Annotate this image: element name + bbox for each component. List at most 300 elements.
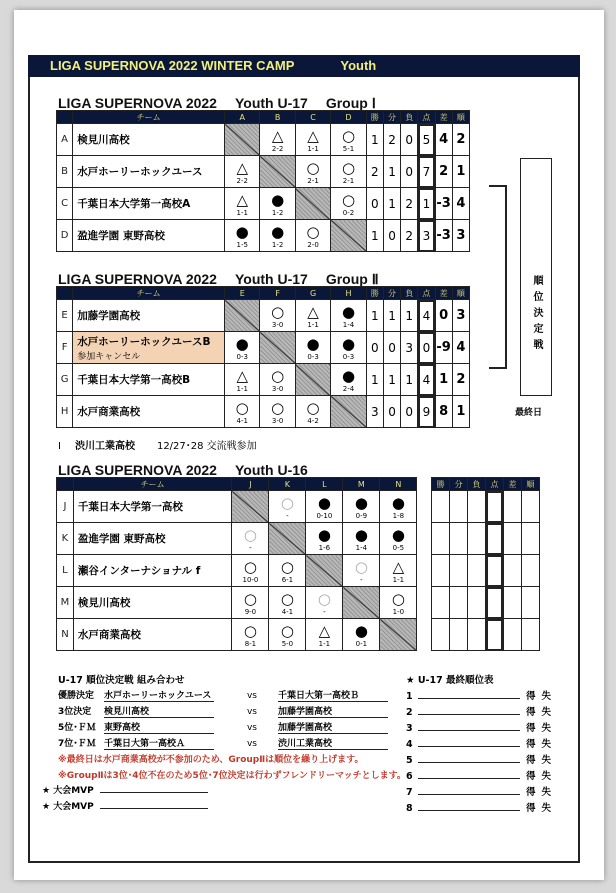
stat-cell: 0: [401, 396, 418, 428]
result-score: 0-3: [342, 353, 355, 361]
result-cell: [343, 523, 380, 555]
result-cell: [343, 555, 380, 587]
table-row: [57, 587, 540, 619]
col-header: L: [306, 478, 343, 491]
stat-cell: [450, 523, 468, 555]
team-name: [73, 491, 232, 523]
match-team-2: 加藤学園高校: [278, 720, 388, 734]
stat-cell: 1: [366, 364, 383, 396]
group2-extra-team: [58, 437, 257, 452]
team-name: [73, 587, 232, 619]
extra-team-id: I: [58, 441, 61, 452]
stat-cell: 0: [401, 124, 418, 156]
result-mark: ○: [306, 223, 320, 241]
result-score: -: [249, 544, 252, 552]
stat-cell: -3: [435, 220, 452, 252]
result-mark: △: [236, 191, 248, 209]
result-score: 2-0: [307, 241, 319, 249]
result-score: 3-0: [271, 417, 284, 425]
team-name: [73, 619, 232, 651]
stat-header: 順: [452, 111, 469, 124]
note-2: ※GroupⅡは3位･4位不在のため5位･7位決定は行わずフレンドリーマッチとします。: [58, 771, 406, 781]
stat-cell: 1: [383, 364, 400, 396]
result-score: 1-1: [307, 321, 319, 329]
result-mark: ●: [354, 526, 368, 544]
rank-number: 7: [406, 787, 413, 798]
star-icon: ★: [42, 802, 51, 812]
result-cell: [331, 300, 366, 332]
playoff-match: [58, 688, 388, 702]
table-row: [57, 332, 470, 364]
result-cell: [260, 364, 295, 396]
result-score: 0-5: [392, 544, 405, 552]
row-id: N: [57, 619, 74, 651]
result-cell: [225, 188, 260, 220]
result-mark: ●: [271, 223, 285, 241]
team-name: [73, 188, 225, 220]
col-header: A: [225, 111, 260, 124]
row-id: A: [57, 124, 73, 156]
group1-title-group: Group Ⅰ: [325, 95, 376, 111]
goals-for-label: 得: [526, 723, 536, 734]
team-name-text: 千葉日本大学第一高校: [77, 501, 183, 513]
result-score: 1-6: [318, 544, 331, 552]
lastday-label: 最終日: [515, 408, 543, 418]
goals-for-label: 得: [526, 803, 536, 814]
result-cell: [306, 491, 343, 523]
result-mark: △: [271, 127, 284, 145]
stat-cell: 3: [366, 396, 383, 428]
self-match-cell: [225, 300, 260, 332]
self-match-cell: [331, 220, 366, 252]
stat-cell: 7: [418, 156, 435, 188]
result-cell: [343, 491, 380, 523]
stat-cell: 3: [418, 220, 435, 252]
result-score: 5-0: [281, 640, 294, 648]
stat-cell: 1: [366, 124, 383, 156]
match-vs: vs: [246, 723, 257, 733]
mvp-row-1: [42, 783, 208, 796]
result-cell: [225, 364, 260, 396]
match-vs: vs: [246, 691, 257, 701]
result-score: 1-5: [236, 241, 248, 249]
result-mark: ○: [235, 399, 249, 417]
stat-cell: [432, 619, 450, 651]
result-cell: [380, 555, 417, 587]
stat-cell: [521, 555, 539, 587]
rank-number: 3: [406, 723, 413, 734]
result-cell: [260, 300, 295, 332]
group3-title: [58, 462, 326, 478]
col-header: B: [260, 111, 295, 124]
final-rank-row: [406, 736, 551, 750]
goals-against-label: 失: [541, 723, 552, 734]
result-cell: [295, 156, 330, 188]
goals-against-label: 失: [541, 739, 552, 750]
stat-cell: [432, 555, 450, 587]
stat-cell: [432, 523, 450, 555]
result-cell: [225, 156, 260, 188]
rank-line: [418, 769, 520, 779]
result-mark: ○: [306, 159, 320, 177]
stat-cell: 3: [452, 220, 469, 252]
result-cell: [306, 523, 343, 555]
col-header: N: [380, 478, 417, 491]
match-label: 5位･ＦＭ: [58, 723, 96, 733]
result-mark: ●: [341, 367, 356, 385]
stat-cell: 4: [452, 332, 469, 364]
result-score: 2-4: [342, 385, 355, 393]
match-label: 優勝決定: [58, 691, 95, 701]
goals-against-label: 失: [541, 707, 552, 718]
stat-cell: [468, 619, 486, 651]
group3-title-category: Youth U-16: [234, 462, 308, 478]
result-score: 1-2: [271, 241, 284, 249]
team-name: [73, 332, 225, 364]
row-id: E: [57, 300, 73, 332]
stat-cell: 5: [418, 124, 435, 156]
result-mark: ○: [391, 590, 405, 608]
stat-cell: 2: [401, 220, 418, 252]
result-mark: ○: [280, 494, 294, 512]
team-name: [73, 523, 232, 555]
final-rank-row: [406, 720, 551, 734]
result-mark: ○: [317, 590, 331, 608]
rank-number: 5: [406, 755, 413, 766]
result-cell: [225, 332, 260, 364]
result-score: -: [360, 576, 363, 584]
note-1: ※最終日は水戸商業高校が不参加のため、GroupⅡは順位を繰り上げます。: [58, 755, 364, 765]
stat-cell: [468, 491, 486, 523]
stat-cell: 1: [401, 300, 418, 332]
stat-header: 点: [418, 287, 435, 300]
table-header: [57, 478, 540, 491]
stat-cell: 1: [418, 188, 435, 220]
result-mark: ●: [391, 526, 405, 544]
row-id: B: [57, 156, 73, 188]
result-mark: ○: [271, 367, 285, 385]
result-mark: ●: [317, 494, 331, 512]
result-cell: [343, 619, 380, 651]
stat-cell: 0: [383, 396, 400, 428]
table-header: [57, 287, 470, 300]
team-name: [73, 124, 225, 156]
result-cell: [331, 364, 366, 396]
result-mark: ●: [341, 303, 356, 321]
group1-title-category: Youth U-17: [234, 95, 308, 111]
team-name-text: 千葉日本大学第一高校B: [77, 374, 191, 386]
playoff-match: [58, 736, 388, 750]
result-cell: [232, 619, 269, 651]
stat-cell: 2: [435, 156, 452, 188]
result-cell: [225, 220, 260, 252]
team-name-text: 千葉日本大学第一高校A: [77, 198, 191, 210]
stat-cell: 4: [418, 300, 435, 332]
result-score: 0-10: [316, 512, 333, 520]
team-name: [73, 396, 225, 428]
result-score: 2-1: [342, 177, 355, 185]
row-id: D: [57, 220, 73, 252]
self-match-cell: [295, 364, 330, 396]
result-score: 2-1: [307, 177, 319, 185]
table-row: [57, 555, 540, 587]
self-match-cell: [331, 396, 366, 428]
match-team-2: 加藤学園高校: [278, 704, 388, 718]
team-header: チーム: [73, 111, 225, 124]
mvp-line: [100, 783, 208, 793]
table-row: [57, 124, 470, 156]
result-score: 0-3: [236, 353, 248, 361]
team-name: [73, 555, 232, 587]
result-mark: △: [307, 303, 319, 321]
result-cell: [269, 619, 306, 651]
banner-youth: Youth: [340, 58, 377, 73]
playoff-match: [58, 704, 388, 718]
stat-cell: [468, 587, 486, 619]
result-mark: ●: [306, 335, 320, 353]
match-vs: vs: [246, 707, 257, 717]
rank-line: [418, 737, 520, 747]
result-score: 1-2: [271, 209, 284, 217]
final-rank-row: [406, 688, 551, 702]
self-match-cell: [260, 332, 295, 364]
stat-cell: 3: [401, 332, 418, 364]
stat-cell: [450, 491, 468, 523]
group2-title-group: Group Ⅱ: [325, 271, 379, 287]
result-cell: [295, 300, 330, 332]
playoff-label: 順位決定戦: [520, 158, 552, 396]
goals-for-label: 得: [526, 707, 536, 718]
stat-header: 負: [468, 478, 486, 491]
result-mark: ○: [341, 127, 356, 145]
result-cell: [269, 587, 306, 619]
col-header: K: [269, 478, 306, 491]
result-mark: ●: [317, 526, 331, 544]
self-match-cell: [269, 523, 306, 555]
rank-number: 2: [406, 707, 413, 718]
result-cell: [306, 619, 343, 651]
result-score: 2-2: [236, 177, 248, 185]
row-id: F: [57, 332, 73, 364]
col-header: D: [331, 111, 366, 124]
stat-cell: 3: [452, 300, 469, 332]
table-header: [57, 111, 470, 124]
result-cell: [269, 555, 306, 587]
extra-team-note: 12/27･28 交流戦参加: [156, 441, 257, 452]
stat-cell: [486, 587, 504, 619]
match-team-1: 東野高校: [104, 720, 214, 734]
playoffs-title: [58, 672, 185, 686]
stat-cell: 2: [383, 124, 400, 156]
goals-against-label: 失: [541, 787, 552, 798]
match-team-2: 渋川工業高校: [278, 736, 388, 750]
stat-cell: 1: [366, 300, 383, 332]
result-cell: [260, 124, 295, 156]
col-header: J: [232, 478, 269, 491]
final-rank-title-text: ★ U-17 最終順位表: [406, 675, 494, 686]
stat-header: 分: [450, 478, 468, 491]
result-score: 0-1: [355, 640, 368, 648]
playoff-bracket: [489, 185, 507, 369]
result-cell: [295, 220, 330, 252]
row-id: J: [57, 491, 74, 523]
stat-cell: 4: [452, 188, 469, 220]
stat-cell: 1: [452, 396, 469, 428]
stat-header: 分: [383, 287, 400, 300]
final-rank-row: [406, 800, 551, 814]
stat-cell: 1: [452, 156, 469, 188]
match-label: 3位決定: [58, 707, 92, 717]
stat-cell: 1: [383, 188, 400, 220]
result-score: 1-1: [236, 209, 248, 217]
stat-cell: 2: [452, 124, 469, 156]
group2-table: [56, 286, 470, 428]
result-mark: ○: [341, 159, 356, 177]
team-header: チーム: [73, 287, 225, 300]
result-score: 3-0: [271, 321, 284, 329]
result-mark: ○: [243, 526, 257, 544]
team-note: 参加キャンセル: [77, 351, 141, 362]
goals-for-label: 得: [526, 771, 536, 782]
col-header: C: [295, 111, 330, 124]
result-score: 5-1: [342, 145, 355, 153]
result-cell: [380, 523, 417, 555]
team-name-text: 盈進学園 東野高校: [77, 230, 165, 242]
result-mark: ●: [341, 335, 356, 353]
stat-cell: [450, 587, 468, 619]
result-score: 8-1: [244, 640, 257, 648]
self-match-cell: [260, 156, 295, 188]
team-name-text: 盈進学園 東野高校: [77, 533, 166, 545]
stat-cell: [432, 491, 450, 523]
result-cell: [295, 332, 330, 364]
stat-cell: 2: [401, 188, 418, 220]
team-name-text: 水戸商業高校: [77, 629, 141, 641]
stat-cell: 1: [383, 156, 400, 188]
table-row: [57, 364, 470, 396]
extra-team-name: 渋川工業高校: [74, 441, 135, 452]
banner-title: LIGA SUPERNOVA 2022 WINTER CAMP: [50, 58, 295, 73]
team-name-text: 水戸商業高校: [77, 406, 141, 418]
final-rank-row: [406, 784, 551, 798]
match-label: 7位･ＦＭ: [58, 739, 96, 749]
team-name-text: 瀬谷インターナショナル f: [77, 565, 201, 577]
stat-cell: [486, 523, 504, 555]
stat-cell: 1: [435, 364, 452, 396]
result-score: 1-1: [307, 145, 319, 153]
stat-cell: 0: [435, 300, 452, 332]
match-team-1: 水戸ホーリーホックユース: [104, 688, 214, 702]
result-cell: [331, 156, 366, 188]
result-mark: ○: [354, 558, 368, 576]
table-row: [57, 300, 470, 332]
group2-title-category: Youth U-17: [234, 271, 308, 287]
stat-cell: 1: [401, 364, 418, 396]
result-cell: [306, 587, 343, 619]
match-team-1: 千葉日大第一高校Ａ: [104, 736, 214, 750]
result-score: 1-0: [392, 608, 405, 616]
stat-cell: 1: [366, 220, 383, 252]
stat-cell: [486, 555, 504, 587]
result-mark: ○: [243, 558, 257, 576]
final-rank-row: [406, 704, 551, 718]
row-id: G: [57, 364, 73, 396]
result-cell: [331, 188, 366, 220]
team-name-text: 検見川高校: [77, 134, 130, 146]
top-banner: [28, 55, 580, 77]
result-mark: ○: [280, 558, 294, 576]
stat-cell: [486, 619, 504, 651]
result-mark: ○: [306, 399, 320, 417]
rank-line: [418, 721, 520, 731]
self-match-cell: [232, 491, 269, 523]
stat-cell: [503, 619, 521, 651]
stat-cell: -3: [435, 188, 452, 220]
result-mark: ●: [271, 191, 285, 209]
stat-cell: 8: [435, 396, 452, 428]
result-score: 4-2: [307, 417, 319, 425]
stat-cell: [503, 491, 521, 523]
result-score: 0-9: [355, 512, 368, 520]
result-score: 4-1: [281, 608, 294, 616]
stat-cell: 0: [418, 332, 435, 364]
stat-cell: 0: [401, 156, 418, 188]
result-cell: [331, 332, 366, 364]
stat-cell: [521, 523, 539, 555]
stat-cell: [503, 587, 521, 619]
team-name-text: 検見川高校: [77, 597, 131, 609]
result-cell: [260, 396, 295, 428]
rank-line: [418, 785, 520, 795]
stat-header: 順: [452, 287, 469, 300]
group3-table: [56, 477, 540, 651]
stat-cell: [521, 619, 539, 651]
goals-for-label: 得: [526, 691, 536, 702]
table-row: [57, 491, 540, 523]
goals-for-label: 得: [526, 739, 536, 750]
result-score: -: [323, 608, 326, 616]
rank-line: [418, 801, 520, 811]
row-id: M: [57, 587, 74, 619]
mvp-line: [100, 799, 208, 809]
stat-header: 分: [383, 111, 400, 124]
goals-for-label: 得: [526, 787, 536, 798]
goals-for-label: 得: [526, 755, 536, 766]
self-match-cell: [295, 188, 330, 220]
stat-cell: 0: [383, 220, 400, 252]
group1-title-league: LIGA SUPERNOVA 2022: [58, 95, 217, 111]
result-cell: [260, 220, 295, 252]
stat-header: 勝: [432, 478, 450, 491]
group1-table: [56, 110, 470, 252]
final-rank-row: [406, 768, 551, 782]
rank-line: [418, 705, 520, 715]
stat-cell: [468, 523, 486, 555]
result-score: 1-1: [392, 576, 405, 584]
result-score: 0-3: [307, 353, 319, 361]
stat-header: 差: [435, 111, 452, 124]
result-mark: ●: [391, 494, 405, 512]
result-mark: ○: [280, 622, 294, 640]
result-cell: [232, 523, 269, 555]
result-cell: [269, 491, 306, 523]
result-score: 10-0: [242, 576, 259, 584]
row-id: K: [57, 523, 74, 555]
stat-cell: 2: [366, 156, 383, 188]
stat-cell: 0: [366, 332, 383, 364]
team-name: [73, 220, 225, 252]
mvp-row-2: [42, 799, 208, 812]
